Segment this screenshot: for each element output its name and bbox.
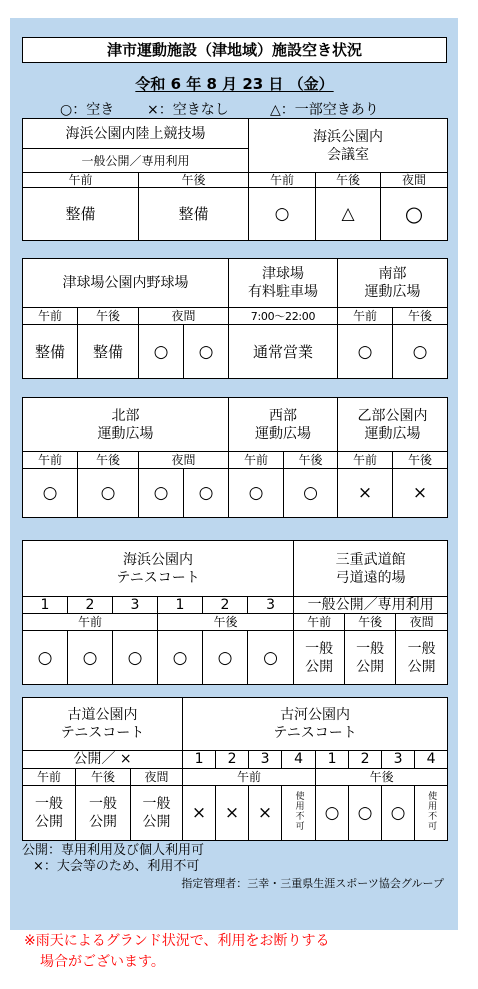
north-ground-slot-evening: 夜間 bbox=[139, 452, 229, 469]
furukawa-status-cell: ○ bbox=[382, 786, 415, 841]
south-ground-status-morning: ○ bbox=[338, 325, 393, 379]
table-furumichi-and-furukawa-tennis bbox=[22, 697, 448, 841]
otobe-ground-slot-afternoon: 午後 bbox=[393, 452, 448, 469]
furukawa-status-cell bbox=[415, 786, 448, 841]
kaihin-status-cell: ○ bbox=[23, 631, 68, 685]
south-ground-slot-morning: 午前 bbox=[338, 308, 393, 325]
legend-full: ×：空きなし bbox=[147, 102, 229, 118]
kaihin-court-number: 1 bbox=[23, 597, 68, 614]
furukawa-status-cell: ○ bbox=[349, 786, 382, 841]
meeting-room-slot-morning: 午前 bbox=[249, 173, 316, 188]
furukawa-court-number: 3 bbox=[249, 751, 282, 769]
furukawa-slot-afternoon: 午後 bbox=[316, 769, 448, 786]
note-public-definition: 公開：専用利用及び個人利用可 bbox=[22, 843, 205, 858]
note-unavailable-definition: ×：大会等のため、利用不可 bbox=[33, 859, 200, 874]
baseball-slot-afternoon: 午後 bbox=[78, 308, 139, 325]
baseball-slot-morning: 午前 bbox=[23, 308, 78, 325]
south-ground-name: 南部 運動広場 bbox=[338, 259, 448, 308]
north-ground-status-afternoon: ○ bbox=[78, 469, 139, 518]
north-ground-status-evening-1: ○ bbox=[139, 469, 184, 518]
otobe-ground-status-afternoon: × bbox=[393, 469, 448, 518]
baseball-field-name: 津球場公園内野球場 bbox=[23, 259, 229, 308]
kaihin-status-cell: ○ bbox=[113, 631, 158, 685]
furukawa-court-number: 2 bbox=[216, 751, 249, 769]
kyudo-status-afternoon: 一般 公開 bbox=[345, 631, 396, 685]
furukawa-status-cell bbox=[282, 786, 316, 841]
west-ground-slot-afternoon: 午後 bbox=[284, 452, 338, 469]
furukawa-court-number: 4 bbox=[282, 751, 316, 769]
north-ground-status-morning: ○ bbox=[23, 469, 78, 518]
kaihin-status-cell: ○ bbox=[248, 631, 294, 685]
furumichi-slot-afternoon: 午後 bbox=[76, 769, 131, 786]
legend-available: ○：空き bbox=[60, 102, 115, 118]
baseball-status-morning: 整備 bbox=[23, 325, 78, 379]
west-ground-status-afternoon: ○ bbox=[284, 469, 338, 518]
furukawa-status-cell: × bbox=[249, 786, 282, 841]
meeting-room-status-afternoon: △ bbox=[316, 188, 381, 241]
baseball-status-evening-1: ○ bbox=[139, 325, 184, 379]
kaihin-court-number: 3 bbox=[113, 597, 158, 614]
kyudo-range-usage: 一般公開／専用利用 bbox=[294, 597, 448, 614]
kyudo-status-evening: 一般 公開 bbox=[396, 631, 448, 685]
south-ground-slot-afternoon: 午後 bbox=[393, 308, 448, 325]
furumichi-slot-evening: 夜間 bbox=[131, 769, 183, 786]
meeting-room-status-evening: ○ bbox=[381, 188, 448, 241]
page-title: 津市運動施設（津地域）施設空き状況 bbox=[22, 37, 447, 63]
table-kaihin-tennis-and-kyudo bbox=[22, 540, 448, 685]
west-ground-slot-morning: 午前 bbox=[229, 452, 284, 469]
furukawa-slot-morning: 午前 bbox=[183, 769, 316, 786]
baseball-slot-evening: 夜間 bbox=[139, 308, 229, 325]
kaihin-tennis-name: 海浜公園内 テニスコート bbox=[23, 541, 294, 597]
kaihin-status-cell: ○ bbox=[203, 631, 248, 685]
date-text: 令和 6 年 8 月 23 日 （金） bbox=[135, 75, 334, 93]
kyudo-slot-evening: 夜間 bbox=[396, 614, 448, 631]
north-ground-status-evening-2: ○ bbox=[184, 469, 229, 518]
parking-status: 通常営業 bbox=[229, 325, 338, 379]
west-ground-name: 西部 運動広場 bbox=[229, 398, 338, 452]
furukawa-court-number: 1 bbox=[183, 751, 216, 769]
rain-warning-line-2: 場合がございます。 bbox=[40, 954, 165, 970]
athletics-slot-morning: 午前 bbox=[23, 173, 139, 188]
otobe-ground-name: 乙部公園内 運動広場 bbox=[338, 398, 448, 452]
furumichi-status-afternoon: 一般 公開 bbox=[76, 786, 131, 841]
kyudo-range-name: 三重武道館 弓道遠的場 bbox=[294, 541, 448, 597]
furumichi-slot-morning: 午前 bbox=[23, 769, 76, 786]
furukawa-tennis-name: 古河公園内 テニスコート bbox=[183, 698, 448, 751]
furumichi-status-morning: 一般 公開 bbox=[23, 786, 76, 841]
table-baseball-parking-south bbox=[22, 258, 448, 379]
kyudo-slot-afternoon: 午後 bbox=[345, 614, 396, 631]
kaihin-slot-morning: 午前 bbox=[23, 614, 158, 631]
furukawa-status-cell: ○ bbox=[316, 786, 349, 841]
kaihin-status-cell: ○ bbox=[158, 631, 203, 685]
athletics-status-afternoon: 整備 bbox=[139, 188, 249, 241]
unavailable-vertical-label: 使用不可 bbox=[293, 790, 304, 831]
baseball-status-afternoon: 整備 bbox=[78, 325, 139, 379]
kyudo-slot-morning: 午前 bbox=[294, 614, 345, 631]
meeting-room-slot-evening: 夜間 bbox=[381, 173, 448, 188]
furumichi-status-evening: 一般 公開 bbox=[131, 786, 183, 841]
unavailable-vertical-label: 使用不可 bbox=[426, 790, 437, 831]
furukawa-status-cell: × bbox=[216, 786, 249, 841]
athletics-field-usage: 一般公開／専用利用 bbox=[23, 149, 249, 173]
otobe-ground-slot-morning: 午前 bbox=[338, 452, 393, 469]
kyudo-status-morning: 一般 公開 bbox=[294, 631, 345, 685]
meeting-room-status-morning: ○ bbox=[249, 188, 316, 241]
north-ground-slot-afternoon: 午後 bbox=[78, 452, 139, 469]
kaihin-court-number: 2 bbox=[68, 597, 113, 614]
north-ground-name: 北部 運動広場 bbox=[23, 398, 229, 452]
meeting-room-name: 海浜公園内 会議室 bbox=[249, 119, 448, 173]
table-north-west-otobe-grounds bbox=[22, 397, 448, 518]
meeting-room-slot-afternoon: 午後 bbox=[316, 173, 381, 188]
kaihin-court-number: 1 bbox=[158, 597, 203, 614]
otobe-ground-status-morning: × bbox=[338, 469, 393, 518]
date-heading bbox=[22, 74, 447, 94]
designated-manager: 指定管理者：三幸・三重県生涯スポーツ協会グループ bbox=[181, 877, 444, 890]
kaihin-slot-afternoon: 午後 bbox=[158, 614, 294, 631]
north-ground-slot-morning: 午前 bbox=[23, 452, 78, 469]
table-athletics-and-meeting-room bbox=[22, 118, 448, 241]
furukawa-court-number: 2 bbox=[349, 751, 382, 769]
furukawa-court-number: 4 bbox=[415, 751, 448, 769]
kaihin-court-number: 2 bbox=[203, 597, 248, 614]
furumichi-tennis-name: 古道公園内 テニスコート bbox=[23, 698, 183, 751]
parking-hours: 7:00～22:00 bbox=[229, 308, 338, 325]
athletics-status-morning: 整備 bbox=[23, 188, 139, 241]
parking-name: 津球場 有料駐車場 bbox=[229, 259, 338, 308]
kaihin-court-number: 3 bbox=[248, 597, 294, 614]
athletics-field-name: 海浜公園内陸上競技場 bbox=[23, 119, 249, 149]
kaihin-status-cell: ○ bbox=[68, 631, 113, 685]
baseball-status-evening-2: ○ bbox=[184, 325, 229, 379]
athletics-slot-afternoon: 午後 bbox=[139, 173, 249, 188]
furumichi-tennis-usage: 公開／ × bbox=[23, 751, 183, 769]
furukawa-court-number: 1 bbox=[316, 751, 349, 769]
legend-partial: △：一部空きあり bbox=[270, 102, 379, 118]
furukawa-court-number: 3 bbox=[382, 751, 415, 769]
west-ground-status-morning: ○ bbox=[229, 469, 284, 518]
rain-warning-line-1: ※雨天によるグランド状況で、利用をお断りする bbox=[24, 933, 330, 949]
furukawa-status-cell: × bbox=[183, 786, 216, 841]
south-ground-status-afternoon: ○ bbox=[393, 325, 448, 379]
